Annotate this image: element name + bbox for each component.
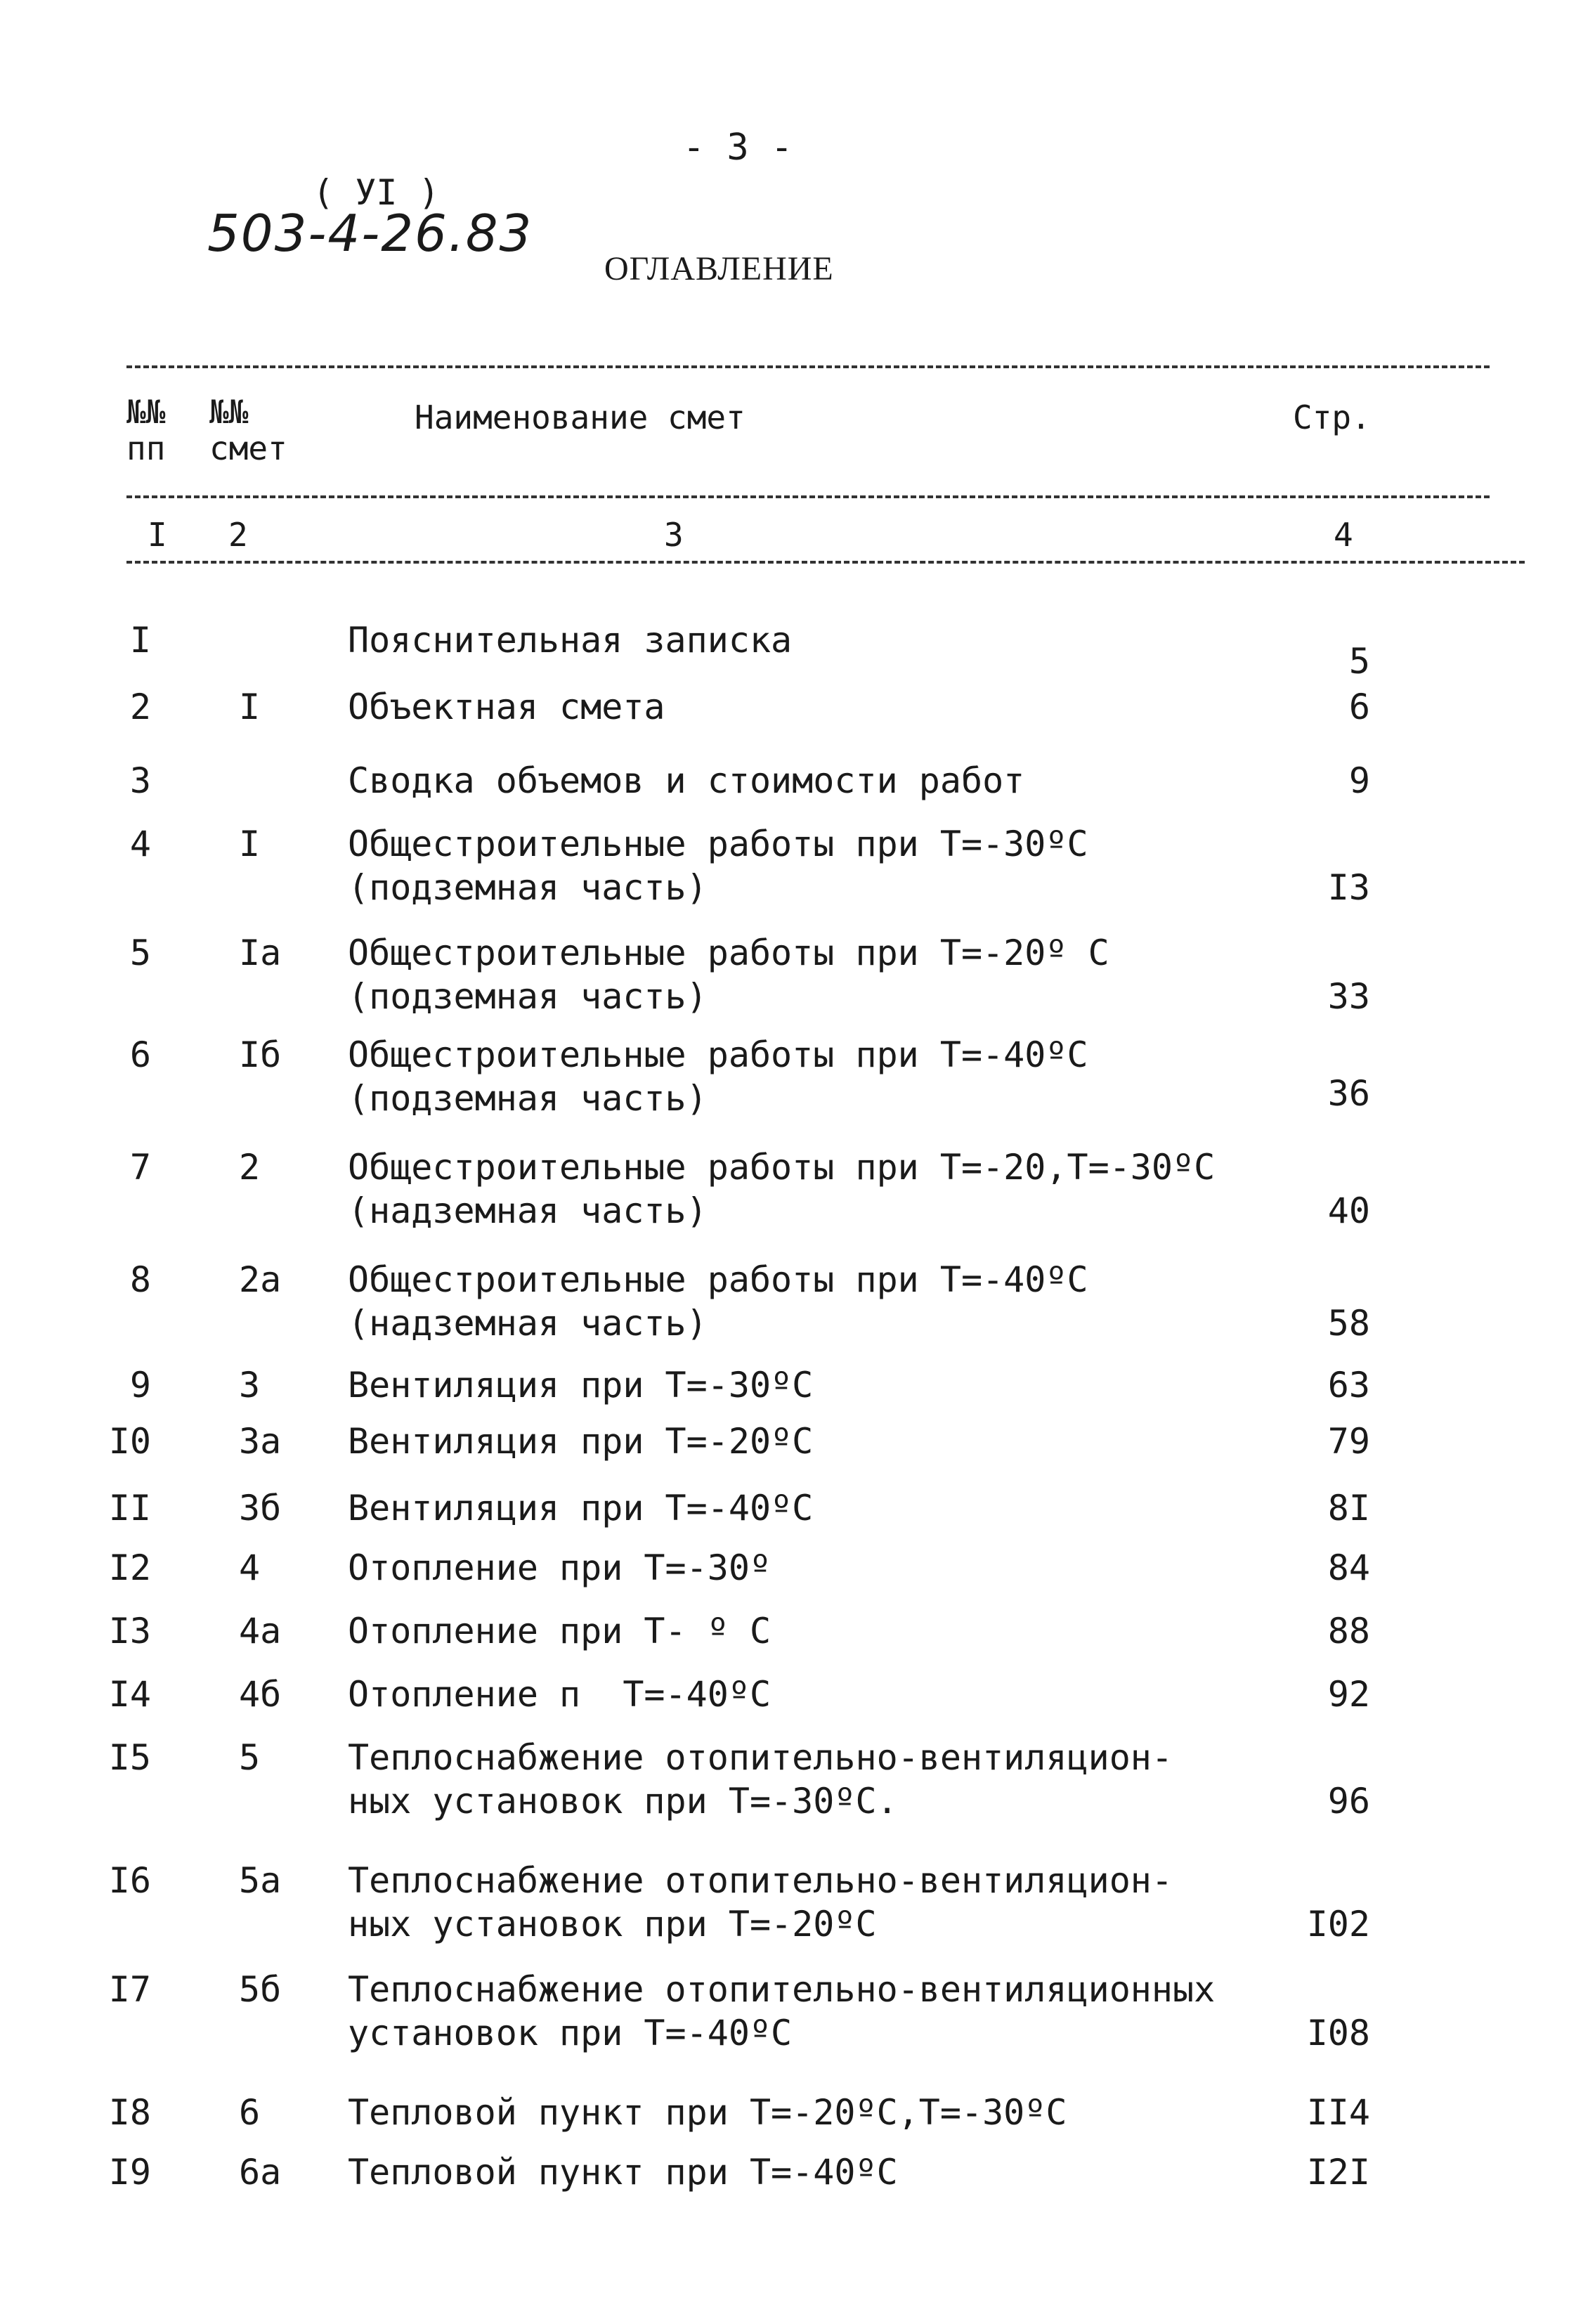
row-smeta-number: 3а — [239, 1421, 282, 1462]
row-page: 63 — [1327, 1365, 1370, 1406]
col-number-3: 3 — [664, 516, 684, 554]
row-name: Общестроительные работы при Т=-30ºС (подземная часть) — [348, 824, 1088, 908]
row-smeta-number: 5 — [239, 1737, 261, 1778]
row-name: Отопление при Т- º С — [348, 1611, 771, 1651]
row-number: I8 — [108, 2092, 151, 2133]
row-smeta-number: 2а — [239, 1259, 282, 1300]
row-smeta-number: 5б — [239, 1969, 282, 2010]
row-smeta-number: Iб — [239, 1034, 282, 1075]
row-number: 2 — [129, 687, 151, 727]
row-number: I — [129, 620, 151, 661]
row-name: Тепловой пункт при Т=-40ºС — [348, 2152, 898, 2193]
row-page: 33 — [1327, 976, 1370, 1017]
row-number: 5 — [129, 933, 151, 973]
row-page: II4 — [1306, 2092, 1370, 2133]
row-name: Общестроительные работы при Т=-40ºС (подземная часть) — [348, 1034, 1088, 1119]
col-number-1: I — [148, 516, 167, 554]
row-number: 3 — [129, 760, 151, 801]
row-number: I6 — [108, 1860, 151, 1901]
header-col-page: Стр. — [1293, 398, 1371, 436]
row-number: 9 — [129, 1365, 151, 1406]
row-smeta-number: 6а — [239, 2152, 282, 2193]
row-page: I3 — [1327, 867, 1370, 908]
row-number: I2 — [108, 1547, 151, 1588]
row-name: Теплоснабжение отопительно-вентиляцион- ных установок при Т=-30ºС. — [348, 1737, 1173, 1822]
row-number: II — [108, 1488, 151, 1528]
row-name: Объектная смета — [348, 687, 665, 727]
row-number: I0 — [108, 1421, 151, 1462]
row-page: 79 — [1327, 1421, 1370, 1462]
row-page: 96 — [1327, 1781, 1370, 1822]
row-page: 36 — [1327, 1073, 1370, 1114]
row-page: 88 — [1327, 1611, 1370, 1651]
page-number: - 3 - — [682, 126, 793, 169]
row-smeta-number: 2 — [239, 1147, 261, 1188]
row-smeta-number: Iа — [239, 933, 282, 973]
row-page: 84 — [1327, 1547, 1370, 1588]
row-name: Общестроительные работы при Т=-20º С (подземная часть) — [348, 933, 1109, 1017]
row-name: Вентиляция при Т=-40ºС — [348, 1488, 814, 1528]
divider-col-numbers — [126, 561, 1525, 564]
row-page: I2I — [1306, 2152, 1370, 2193]
row-page: I02 — [1306, 1904, 1370, 1945]
row-smeta-number: 4 — [239, 1547, 261, 1588]
row-page: 9 — [1348, 760, 1370, 801]
row-smeta-number: I — [239, 824, 261, 864]
document-title: ОГЛАВЛЕНИЕ — [604, 250, 834, 287]
row-smeta-number: 3 — [239, 1365, 261, 1406]
row-name: Отопление п Т=-40ºС — [348, 1674, 771, 1715]
row-number: 7 — [129, 1147, 151, 1188]
row-number: I7 — [108, 1969, 151, 2010]
row-name: Тепловой пункт при Т=-20ºС,Т=-30ºС — [348, 2092, 1067, 2133]
row-page: 8I — [1327, 1488, 1370, 1528]
row-number: 4 — [129, 824, 151, 864]
row-name: Общестроительные работы при Т=-40ºС (надземная часть) — [348, 1259, 1088, 1344]
col-number-4: 4 — [1334, 516, 1353, 554]
row-page: I08 — [1306, 2013, 1370, 2053]
row-smeta-number: 6 — [239, 2092, 261, 2133]
header-col-pp: №№ пп — [126, 393, 166, 467]
row-page: 6 — [1348, 687, 1370, 727]
row-name: Вентиляция при Т=-20ºС — [348, 1421, 814, 1462]
row-smeta-number: I — [239, 687, 261, 727]
row-number: 8 — [129, 1259, 151, 1300]
row-number: I4 — [108, 1674, 151, 1715]
row-smeta-number: 4б — [239, 1674, 282, 1715]
handwritten-note-top: ( УI ) — [313, 172, 440, 213]
row-name: Пояснительная записка — [348, 620, 793, 661]
row-name: Отопление при Т=-30º — [348, 1547, 771, 1588]
row-name: Общестроительные работы при Т=-20,Т=-30ºС (надземная часть) — [348, 1147, 1216, 1231]
row-number: I9 — [108, 2152, 151, 2193]
row-number: I5 — [108, 1737, 151, 1778]
row-smeta-number: 4а — [239, 1611, 282, 1651]
header-col-smet: №№ смет — [209, 393, 287, 467]
row-number: I3 — [108, 1611, 151, 1651]
handwritten-document-code: 503-4-26.83 — [207, 204, 533, 263]
row-smeta-number: 3б — [239, 1488, 282, 1528]
row-number: 6 — [129, 1034, 151, 1075]
row-page: 40 — [1327, 1190, 1370, 1231]
divider-header — [126, 495, 1490, 498]
row-name: Теплоснабжение отопительно-вентиляцион- ных установок при Т=-20ºС — [348, 1860, 1173, 1945]
row-page: 92 — [1327, 1674, 1370, 1715]
row-smeta-number: 5а — [239, 1860, 282, 1901]
row-page: 5 — [1348, 641, 1370, 682]
divider-top — [126, 365, 1490, 368]
row-name: Вентиляция при Т=-30ºС — [348, 1365, 814, 1406]
row-name: Теплоснабжение отопительно-вентиляционных установок при Т=-40ºС — [348, 1969, 1216, 2053]
col-number-2: 2 — [228, 516, 248, 554]
row-page: 58 — [1327, 1303, 1370, 1344]
row-name: Сводка объемов и стоимости работ — [348, 760, 1025, 801]
header-col-name: Наименование смет — [415, 398, 745, 436]
